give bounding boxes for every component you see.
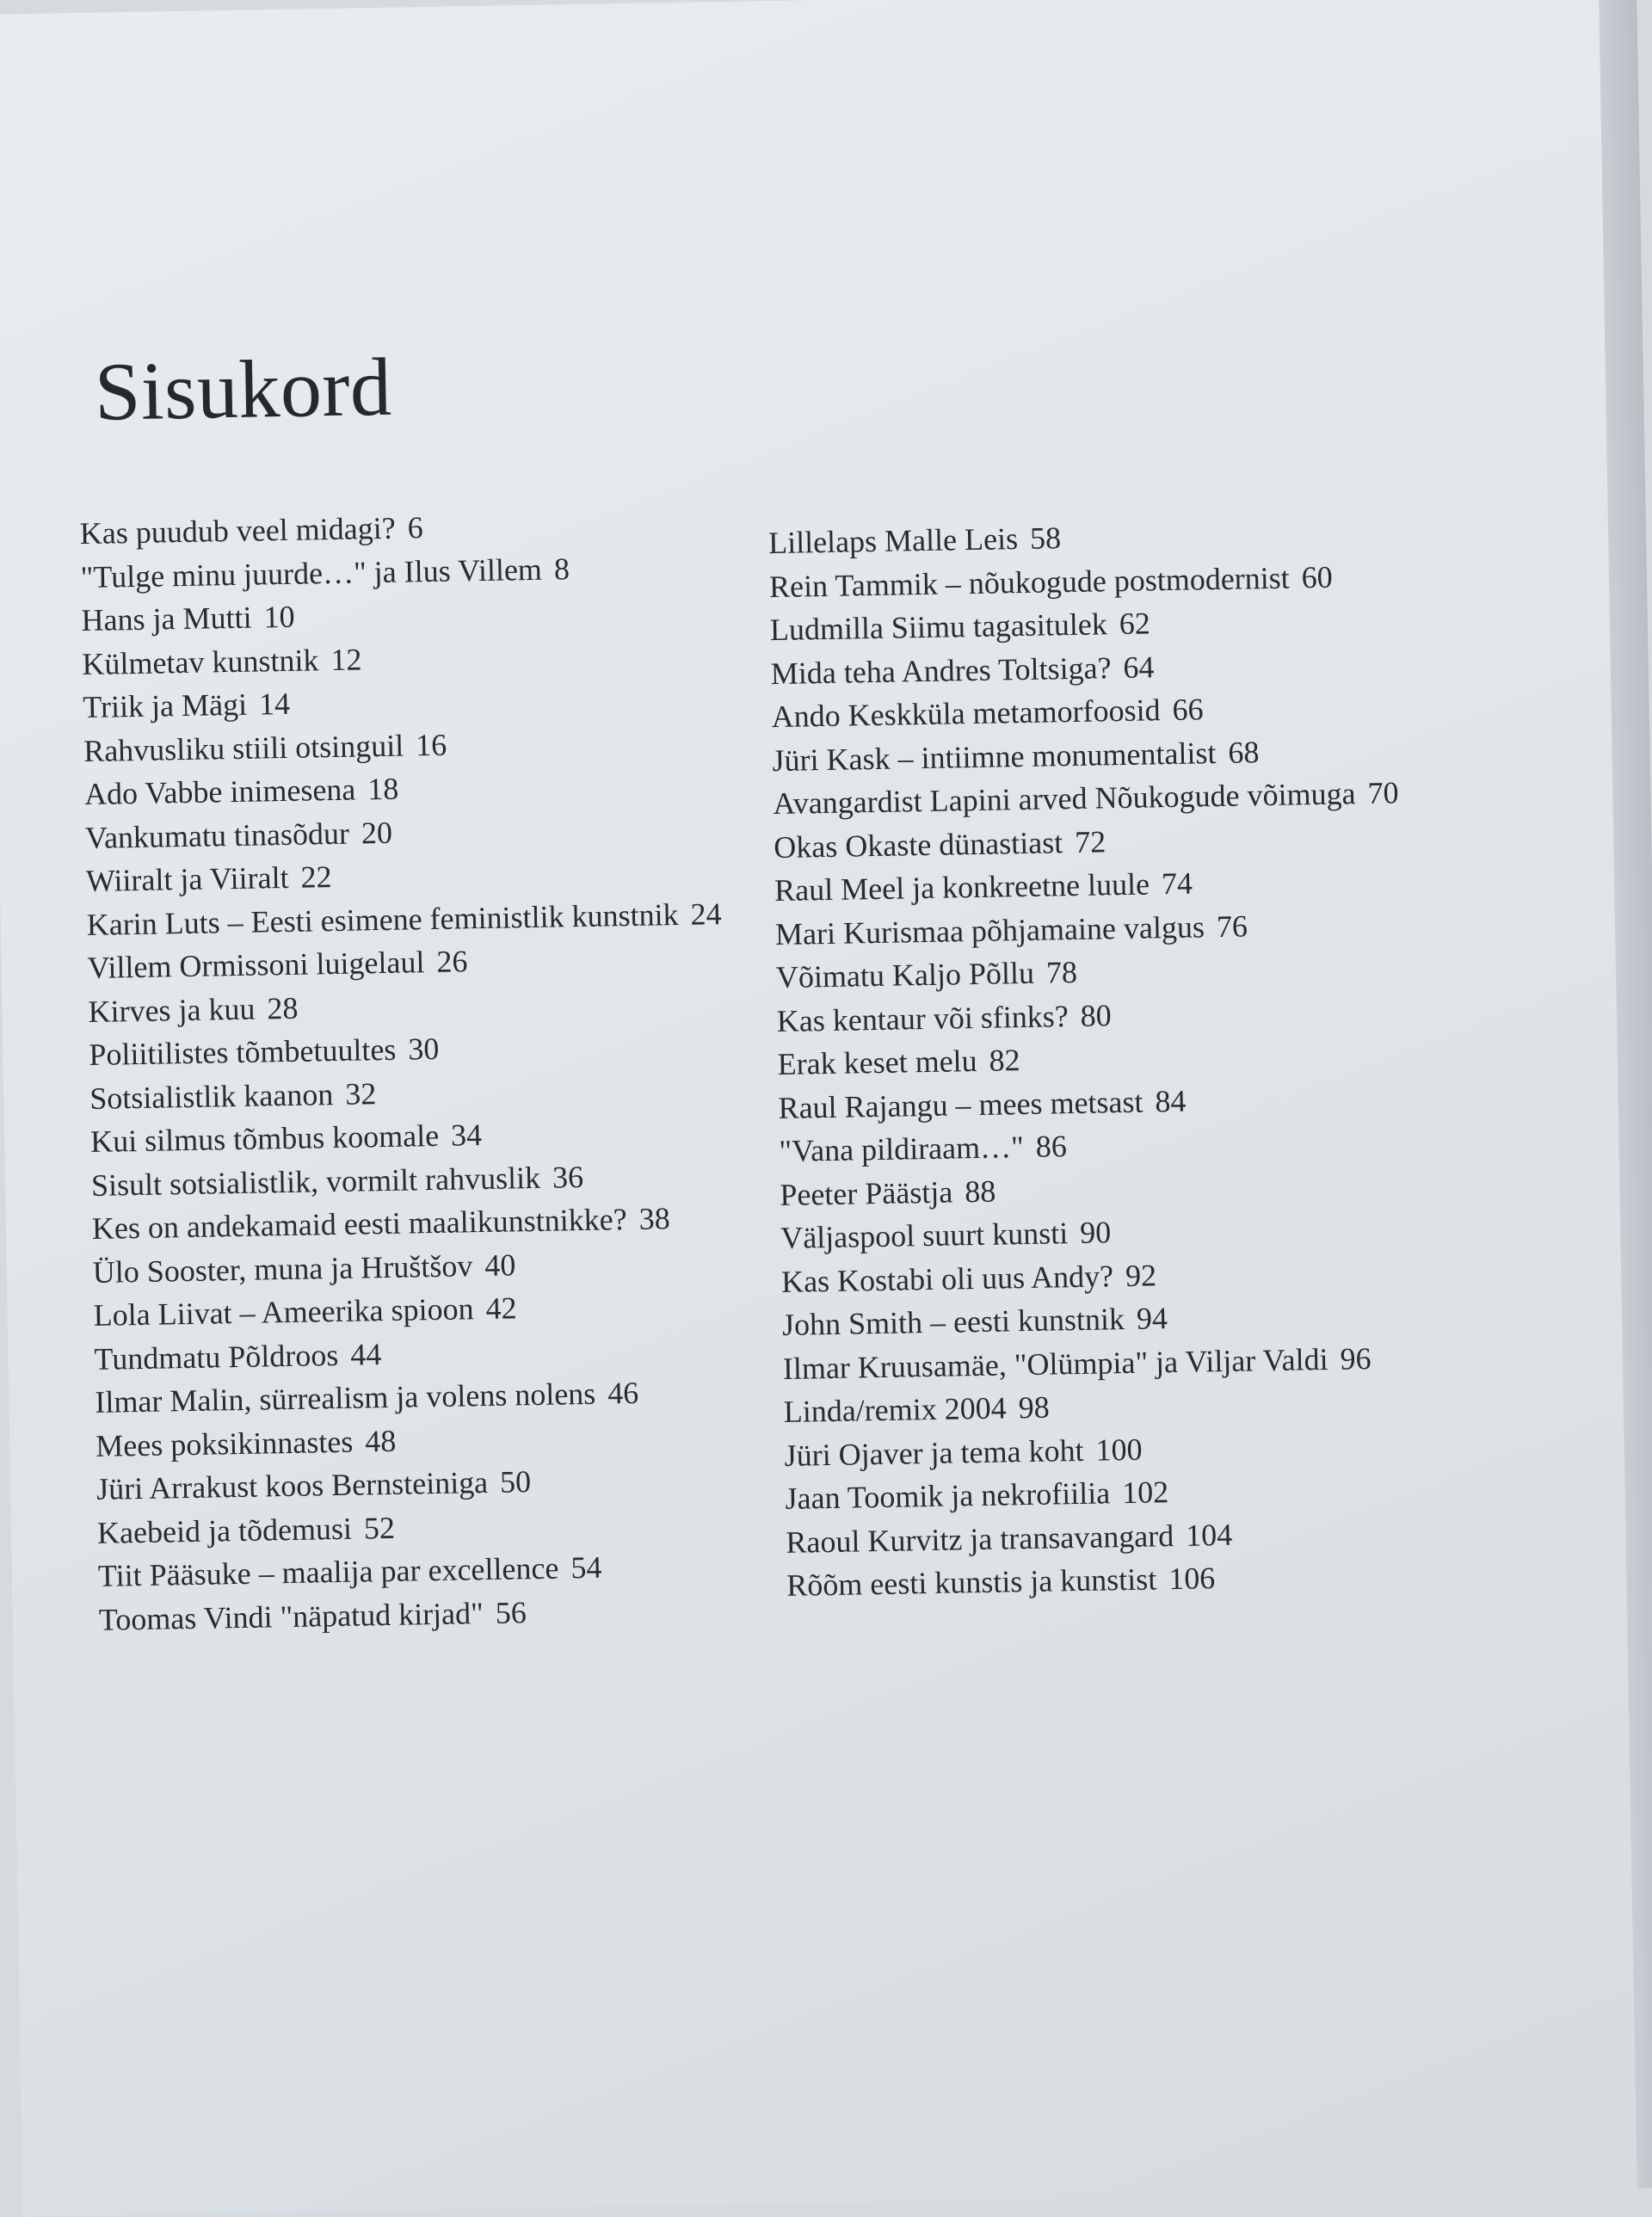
toc-entry-title: Ado Vabbe inimesena: [83, 772, 356, 812]
toc-entry-title: Külmetav kunstnik: [82, 642, 319, 681]
toc-entry-page: 100: [1095, 1432, 1143, 1468]
toc-entry-page: 54: [570, 1549, 602, 1586]
toc-entry-page: 58: [1029, 520, 1062, 556]
toc-entry-title: Triik ja Mägi: [82, 687, 248, 725]
toc-entry-page: 12: [330, 641, 362, 677]
toc-entry-title: Mida teha Andres Toltsiga?: [770, 650, 1112, 691]
toc-entry-title: Kas kentaur või sfinks?: [776, 998, 1069, 1038]
toc-entry-page: 20: [361, 815, 393, 850]
toc-entry-page: 30: [408, 1031, 440, 1067]
toc-entry-page: 84: [1155, 1083, 1187, 1118]
toc-entry-title: Hans ja Mutti: [81, 600, 252, 638]
toc-entry-title: Mees poksikinnastes: [95, 1424, 354, 1463]
toc-entry-page: 74: [1161, 865, 1193, 902]
toc-entry-title: John Smith – eesti kunstnik: [781, 1302, 1125, 1342]
toc-entry-title: Raul Rajangu – mees metsast: [778, 1084, 1143, 1125]
page-title: Sisukord: [94, 340, 393, 438]
toc-entry-title: Vankumatu tinasõdur: [84, 816, 350, 855]
toc-entry-title: Rõõm eesti kunstis ja kunstist: [786, 1561, 1157, 1603]
toc-entry-page: 62: [1119, 606, 1151, 642]
toc-entry-page: 22: [300, 859, 332, 895]
toc-entry-title: Jüri Arrakust koos Bernsteiniga: [96, 1464, 489, 1506]
toc-entry-page: 44: [349, 1336, 382, 1372]
toc-entry-title: Raul Meel ja konkreetne luule: [774, 866, 1150, 908]
toc-entry-title: Ülo Sooster, muna ja Hruštšov: [92, 1247, 473, 1290]
toc-entry-title: Avangardist Lapini arved Nõukogude võimuga: [773, 776, 1356, 822]
toc-entry-page: 34: [450, 1118, 483, 1153]
toc-entry-title: Linda/remix 2004: [783, 1390, 1008, 1429]
toc-entry-page: 94: [1136, 1301, 1168, 1336]
toc-entry-page: 102: [1121, 1475, 1169, 1511]
toc-left-column: [79, 500, 804, 1641]
toc-entry-title: Ludmilla Siimu tagasitulek: [769, 607, 1108, 648]
toc-entry-page: 46: [607, 1375, 639, 1411]
toc-entry-title: Rahvusliku stiili otsinguil: [83, 728, 404, 768]
toc-entry-page: 82: [989, 1043, 1020, 1078]
toc-entry-title: Sisult sotsialistlik, vormilt rahvuslik: [90, 1160, 541, 1203]
toc-entry-page: 26: [436, 944, 468, 979]
toc-entry-title: Erak keset melu: [777, 1043, 977, 1082]
toc-entry-title: Ilmar Kruusamäe, "Olümpia" ja Viljar Valdi: [782, 1341, 1328, 1386]
toc-right-column: [768, 508, 1562, 1607]
toc-entry-page: 64: [1123, 649, 1155, 685]
toc-entry-title: Wiiralt ja Viiralt: [85, 859, 289, 899]
toc-entry-title: Ando Keskküla metamorfoosid: [771, 693, 1161, 735]
toc-entry-title: Mari Kurismaa põhjamaine valgus: [774, 908, 1205, 951]
toc-entry-title: Jüri Ojaver ja tema koht: [784, 1432, 1084, 1473]
toc-entry-title: Toomas Vindi "näpatud kirjad": [98, 1595, 484, 1637]
toc-entry-page: 92: [1125, 1257, 1157, 1293]
toc-entry-page: 24: [690, 896, 722, 932]
toc-entry-page: 38: [638, 1201, 670, 1236]
toc-entry-page: 72: [1074, 823, 1106, 859]
toc-entry-page: 66: [1172, 692, 1204, 727]
toc-entry-page: 18: [367, 771, 399, 807]
toc-entry-page: 10: [263, 599, 295, 635]
toc-entry-title: Peeter Päästja: [780, 1173, 953, 1212]
toc-entry-title: Raoul Kurvitz ja transavangard: [786, 1518, 1174, 1560]
toc-entry-title: Rein Tammik – nõukogude postmodernist: [768, 560, 1291, 604]
toc-entry-page: 80: [1080, 997, 1113, 1033]
toc-entry-page: 104: [1185, 1517, 1233, 1553]
toc-entry-title: Sotsialistlik kaanon: [89, 1076, 334, 1116]
toc-entry-page: 86: [1035, 1129, 1068, 1164]
toc-entry-title: Kas puudub veel midagi?: [79, 510, 397, 551]
toc-entry-page: 48: [364, 1423, 397, 1458]
toc-entry-title: "Vana pildiraam…": [779, 1130, 1025, 1168]
toc-entry-page: 28: [267, 990, 299, 1025]
toc-entry-page: 36: [552, 1159, 584, 1195]
toc-entry-title: Jaan Toomik ja nekrofiilia: [785, 1475, 1111, 1516]
toc-entry-title: Lillelaps Malle Leis: [767, 521, 1019, 561]
toc-entry-title: Karin Luts – Eesti esimene feministlik kunstnik: [86, 896, 679, 942]
toc-entry-title: Kes on andekamaid eesti maalikunstnikke?: [91, 1202, 627, 1246]
page-edge: [1599, 0, 1652, 2189]
toc-entry-page: 52: [363, 1510, 396, 1545]
toc-entry-page: 32: [344, 1075, 377, 1112]
toc-entry-title: "Tulge minu juurde…" ja Ilus Villem: [80, 551, 543, 594]
toc-entry-page: 56: [495, 1594, 527, 1630]
toc-entry-page: 98: [1018, 1389, 1051, 1426]
toc-entry-title: Jüri Kask – intiimne monumentalist: [772, 735, 1217, 778]
toc-entry-title: Lola Liivat – Ameerika spioon: [93, 1291, 474, 1333]
toc-entry-title: Okas Okaste dünastiast: [773, 824, 1063, 865]
toc-entry-page: 106: [1168, 1561, 1216, 1597]
toc-entry-title: Tundmatu Põldroos: [94, 1337, 339, 1376]
toc-entry-title: Väljaspool suurt kunsti: [780, 1216, 1069, 1255]
toc-entry-page: 50: [499, 1464, 532, 1500]
toc-entry-title: Ilmar Malin, sürrealism ja volens nolens: [95, 1376, 596, 1419]
toc-entry-page: 6: [407, 510, 424, 545]
toc-entry-page: 14: [258, 686, 291, 722]
toc-entry-page: 16: [415, 727, 447, 762]
toc-entry-page: 70: [1367, 775, 1399, 810]
toc-entry-page: 90: [1079, 1215, 1112, 1250]
toc-entry-title: Tiit Pääsuke – maalija par excellence: [97, 1550, 559, 1593]
toc-entry-page: 78: [1045, 954, 1078, 990]
toc-entry-page: 40: [484, 1247, 516, 1283]
toc-entry-title: Võimatu Kaljo Põllu: [775, 955, 1035, 995]
toc-entry-title: Kas Kostabi oli uus Andy?: [780, 1258, 1114, 1299]
toc-entry-title: Kaebeid ja tõdemusi: [96, 1511, 353, 1550]
toc-entry-title: Kui silmus tõmbus koomale: [89, 1118, 440, 1159]
toc-entry-title: Kirves ja kuu: [88, 991, 256, 1029]
toc-entry-page: 68: [1228, 734, 1260, 770]
toc-entry-title: Villem Ormissoni luigelaul: [87, 945, 425, 985]
toc-entry-page: 42: [485, 1290, 517, 1326]
toc-entry-page: 60: [1301, 559, 1334, 594]
toc-entry-title: Poliitilistes tõmbetuultes: [89, 1032, 397, 1072]
toc-entry-page: 8: [553, 551, 570, 586]
toc-entry-page: 76: [1216, 908, 1248, 944]
toc-entry-page: 88: [964, 1173, 996, 1209]
toc-entry-page: 96: [1340, 1340, 1372, 1376]
